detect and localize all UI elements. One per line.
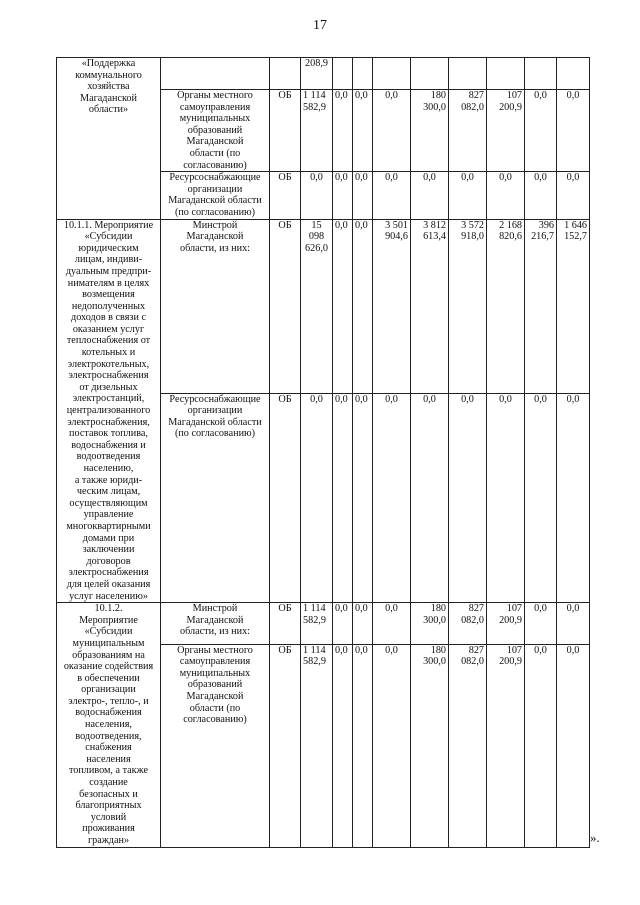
cell-line: а также юриди- bbox=[74, 474, 143, 486]
cell-line: Ресурсоснабжающие bbox=[169, 393, 261, 405]
source-cell: ОБ bbox=[270, 393, 301, 602]
cell-line: 1 114 bbox=[303, 90, 326, 101]
cell-line: организации bbox=[81, 684, 136, 696]
value-cell: 0,0 bbox=[487, 393, 525, 602]
cell-line: юридическим bbox=[78, 242, 139, 254]
total-cell bbox=[301, 219, 333, 393]
cell-line: услуг населению» bbox=[69, 590, 148, 602]
value-cell bbox=[487, 603, 525, 644]
value-cell bbox=[449, 603, 487, 644]
cell-line: водоснабжения bbox=[75, 707, 142, 719]
cell-line: снабжения bbox=[85, 742, 132, 754]
cell-line: 3 812 bbox=[423, 219, 446, 231]
cell-line: согласованию) bbox=[183, 159, 247, 171]
cell-line: 082,0 bbox=[461, 614, 484, 626]
cell-line: условий bbox=[90, 811, 127, 823]
cell-line: теплоснабжения от bbox=[66, 335, 151, 347]
cell-line: 626,0 bbox=[305, 242, 328, 254]
value-cell bbox=[411, 90, 449, 172]
executor-cell bbox=[161, 393, 270, 602]
cell-line: 1 114 bbox=[303, 644, 326, 656]
cell-line: «Поддержка bbox=[81, 58, 136, 69]
cell-line: 827 bbox=[468, 90, 484, 101]
cell-line: Мероприятие bbox=[79, 614, 138, 626]
value-cell: 0,0 bbox=[353, 219, 373, 393]
source-cell: ОБ bbox=[270, 172, 301, 219]
value-cell bbox=[353, 58, 373, 90]
value-cell: 0,0 bbox=[525, 603, 557, 644]
cell-line: водоснабжения и bbox=[71, 439, 146, 451]
cell-line: населения bbox=[86, 753, 131, 765]
cell-line: «Субсидии bbox=[84, 231, 133, 243]
cell-line: муниципальных bbox=[179, 667, 251, 679]
cell-line: водоотведения bbox=[76, 451, 141, 463]
cell-line: 216,7 bbox=[531, 231, 554, 243]
total-cell: 0,0 bbox=[301, 393, 333, 602]
source-cell bbox=[270, 58, 301, 90]
cell-line: 107 bbox=[506, 644, 522, 656]
table-row bbox=[57, 603, 590, 644]
value-cell: 0,0 bbox=[525, 90, 557, 172]
value-cell: 0,0 bbox=[353, 393, 373, 602]
cell-line: топливом, а также bbox=[68, 765, 149, 777]
cell-line: 10.1.1. Мероприятие bbox=[63, 219, 154, 231]
value-cell bbox=[449, 644, 487, 847]
cell-line: области (по bbox=[189, 702, 241, 714]
total-cell bbox=[301, 58, 333, 90]
value-cell: 0,0 bbox=[333, 603, 353, 644]
cell-line: граждан» bbox=[87, 835, 130, 846]
value-cell bbox=[411, 644, 449, 847]
cell-line: 152,7 bbox=[564, 231, 587, 243]
value-cell bbox=[487, 644, 525, 847]
total-cell bbox=[301, 90, 333, 172]
cell-line: Минстрой bbox=[192, 603, 238, 615]
value-cell: 0,0 bbox=[333, 644, 353, 847]
value-cell: 0,0 bbox=[557, 90, 590, 172]
cell-line: хозяйства bbox=[87, 81, 130, 93]
page-number: 17 bbox=[313, 18, 327, 33]
cell-line: Магаданской bbox=[186, 690, 244, 702]
cell-line: Магаданской bbox=[186, 136, 244, 148]
value-cell: 0,0 bbox=[411, 172, 449, 219]
cell-line: образований bbox=[187, 124, 243, 136]
value-cell: 0,0 bbox=[353, 172, 373, 219]
cell-line: Органы местного bbox=[177, 644, 253, 656]
value-cell: 0,0 bbox=[353, 644, 373, 847]
cell-line: образованиям на bbox=[72, 649, 145, 661]
value-cell: 0,0 bbox=[353, 603, 373, 644]
value-cell bbox=[411, 603, 449, 644]
cell-line: 107 bbox=[506, 90, 522, 101]
value-cell: 0,0 bbox=[333, 393, 353, 602]
cell-line: населению, bbox=[83, 463, 134, 474]
cell-line: Магаданской области bbox=[168, 416, 262, 428]
activity-cell bbox=[57, 219, 161, 603]
cell-line: области, из них: bbox=[180, 242, 250, 254]
value-cell: 0,0 bbox=[333, 219, 353, 393]
executor-cell bbox=[161, 644, 270, 847]
value-cell: 0,0 bbox=[487, 172, 525, 219]
cell-line: водоотведения, bbox=[75, 730, 142, 742]
cell-line: централизованного bbox=[66, 405, 151, 417]
cell-line: 396 bbox=[538, 219, 554, 231]
value-cell: 0,0 bbox=[525, 644, 557, 847]
cell-line: 918,0 bbox=[461, 231, 484, 243]
cell-line: для целей оказания bbox=[66, 578, 151, 590]
value-cell bbox=[487, 90, 525, 172]
cell-line: муниципальных bbox=[179, 113, 251, 125]
cell-line: области (по bbox=[189, 147, 241, 159]
cell-line: договоров bbox=[86, 555, 131, 567]
cell-line: населения, bbox=[85, 719, 132, 731]
cell-line: организации bbox=[187, 183, 243, 195]
value-cell bbox=[449, 219, 487, 393]
value-cell bbox=[449, 90, 487, 172]
cell-line: 300,0 bbox=[423, 614, 446, 626]
total-cell bbox=[301, 644, 333, 847]
cell-line: (по согласованию) bbox=[174, 206, 256, 218]
cell-line: оказание содействия bbox=[63, 661, 154, 673]
executor-cell bbox=[161, 603, 270, 644]
cell-line: электро-, тепло-, и bbox=[68, 695, 149, 707]
cell-line: 180 bbox=[430, 90, 446, 101]
cell-line: 180 bbox=[430, 603, 446, 615]
cell-line: возмещения bbox=[82, 289, 135, 301]
total-cell bbox=[301, 603, 333, 644]
cell-line: муниципальным bbox=[72, 637, 145, 649]
budget-table bbox=[56, 57, 590, 848]
cell-line: 200,9 bbox=[499, 101, 522, 113]
cell-line: Магаданской области bbox=[168, 195, 262, 207]
cell-line: коммунального bbox=[75, 69, 142, 81]
cell-line: самоуправления bbox=[179, 656, 251, 668]
source-cell: ОБ bbox=[270, 603, 301, 644]
cell-line: 904,6 bbox=[385, 231, 408, 243]
cell-line: 3 501 bbox=[385, 219, 408, 231]
cell-line: 300,0 bbox=[423, 656, 446, 668]
value-cell bbox=[373, 219, 411, 393]
value-cell: 0,0 bbox=[557, 172, 590, 219]
cell-line: многоквартирными bbox=[66, 520, 151, 532]
cell-line: в обеспечении bbox=[77, 672, 140, 684]
table-row bbox=[57, 219, 590, 393]
activity-cell bbox=[57, 58, 161, 220]
value-cell: 0,0 bbox=[525, 393, 557, 602]
cell-line: 582,9 bbox=[303, 656, 326, 668]
cell-line: образований bbox=[187, 679, 243, 691]
cell-line: недополученных bbox=[71, 300, 146, 312]
cell-line: 200,9 bbox=[499, 614, 522, 626]
value-cell: 0,0 bbox=[557, 393, 590, 602]
source-cell: ОБ bbox=[270, 219, 301, 393]
total-cell: 0,0 bbox=[301, 172, 333, 219]
cell-line: управление bbox=[83, 509, 134, 521]
cell-line: домами при bbox=[82, 532, 135, 544]
table-row bbox=[57, 58, 590, 90]
cell-line: создание bbox=[89, 777, 128, 789]
value-cell: 0,0 bbox=[333, 172, 353, 219]
value-cell: 0,0 bbox=[449, 172, 487, 219]
cell-line: оказанием услуг bbox=[72, 323, 145, 335]
cell-line: 1 646 bbox=[564, 219, 587, 231]
cell-line: 1 114 bbox=[303, 603, 326, 615]
cell-line: 180 bbox=[430, 644, 446, 656]
cell-line: Ресурсоснабжающие bbox=[169, 172, 261, 184]
cell-line: Магаданской bbox=[186, 614, 244, 626]
cell-line: организации bbox=[187, 405, 243, 417]
cell-line: 613,4 bbox=[423, 231, 446, 243]
cell-line: 827 bbox=[468, 644, 484, 656]
cell-line: ческим лицам, bbox=[76, 486, 141, 498]
cell-line: Магаданской bbox=[186, 231, 244, 243]
cell-line: поставок топлива, bbox=[69, 428, 148, 440]
value-cell bbox=[411, 219, 449, 393]
value-cell: 0,0 bbox=[525, 172, 557, 219]
value-cell bbox=[557, 219, 590, 393]
value-cell bbox=[525, 58, 557, 90]
cell-line: самоуправления bbox=[179, 101, 251, 113]
value-cell bbox=[373, 58, 411, 90]
value-cell bbox=[333, 58, 353, 90]
cell-line: доходов в связи с bbox=[71, 312, 146, 324]
source-cell: ОБ bbox=[270, 90, 301, 172]
value-cell: 0,0 bbox=[411, 393, 449, 602]
cell-line: электрокотельных, bbox=[67, 358, 150, 370]
value-cell: 0,0 bbox=[333, 90, 353, 172]
cell-line: 15 bbox=[311, 219, 322, 231]
cell-line: заключении bbox=[82, 544, 135, 556]
closing-quote-mark: ». bbox=[590, 830, 600, 845]
cell-line: электростанций, bbox=[72, 393, 145, 405]
cell-line: дуальным предпри- bbox=[65, 265, 152, 277]
cell-line: области, из них: bbox=[180, 626, 250, 638]
executor-cell bbox=[161, 172, 270, 219]
value-cell bbox=[487, 58, 525, 90]
cell-line: от дизельных bbox=[79, 381, 138, 393]
cell-line: области» bbox=[88, 104, 129, 116]
cell-line: (по согласованию) bbox=[174, 428, 256, 440]
value-cell bbox=[411, 58, 449, 90]
cell-line: 098 bbox=[308, 231, 325, 243]
source-cell: ОБ bbox=[270, 644, 301, 847]
value-cell bbox=[449, 58, 487, 90]
value-cell: 0,0 bbox=[373, 603, 411, 644]
value-cell: 0,0 bbox=[373, 644, 411, 847]
cell-line: 208,9 bbox=[305, 58, 328, 69]
cell-line: осуществляющим bbox=[69, 497, 148, 509]
cell-line: Минстрой bbox=[192, 219, 238, 231]
executor-cell bbox=[161, 58, 270, 90]
cell-line: 200,9 bbox=[499, 656, 522, 668]
activity-cell bbox=[57, 603, 161, 847]
cell-line: 582,9 bbox=[303, 614, 326, 626]
value-cell: 0,0 bbox=[557, 603, 590, 644]
executor-cell bbox=[161, 219, 270, 393]
value-cell bbox=[525, 219, 557, 393]
cell-line: электроснабжения bbox=[68, 370, 149, 382]
value-cell: 0,0 bbox=[353, 90, 373, 172]
cell-line: 582,9 bbox=[303, 101, 326, 113]
cell-line: благоприятных bbox=[75, 800, 142, 812]
executor-cell bbox=[161, 90, 270, 172]
value-cell: 0,0 bbox=[557, 644, 590, 847]
cell-line: 3 572 bbox=[461, 219, 484, 231]
cell-line: 2 168 bbox=[499, 219, 522, 231]
cell-line: электроснабжения bbox=[68, 567, 149, 579]
cell-line: Органы местного bbox=[177, 90, 253, 101]
value-cell: 0,0 bbox=[449, 393, 487, 602]
cell-line: Магаданской bbox=[80, 92, 137, 104]
cell-line: согласованию) bbox=[183, 714, 247, 726]
cell-line: 300,0 bbox=[423, 101, 446, 113]
cell-line: нимателям в целях bbox=[67, 277, 150, 289]
cell-line: 082,0 bbox=[461, 656, 484, 668]
cell-line: проживания bbox=[82, 823, 135, 835]
cell-line: 082,0 bbox=[461, 101, 484, 113]
cell-line: безопасных и bbox=[79, 788, 138, 800]
cell-line: «Субсидии bbox=[84, 626, 133, 638]
cell-line: лицам, индиви- bbox=[74, 254, 143, 266]
value-cell: 0,0 bbox=[373, 393, 411, 602]
cell-line: котельных и bbox=[81, 347, 136, 359]
cell-line: 107 bbox=[506, 603, 522, 615]
value-cell: 0,0 bbox=[373, 172, 411, 219]
cell-line: 10.1.2. bbox=[94, 603, 123, 615]
cell-line: электроснабжения, bbox=[67, 416, 150, 428]
value-cell: 0,0 bbox=[373, 90, 411, 172]
cell-line: 827 bbox=[468, 603, 484, 615]
value-cell bbox=[557, 58, 590, 90]
cell-line: 820,6 bbox=[499, 231, 522, 243]
value-cell bbox=[487, 219, 525, 393]
